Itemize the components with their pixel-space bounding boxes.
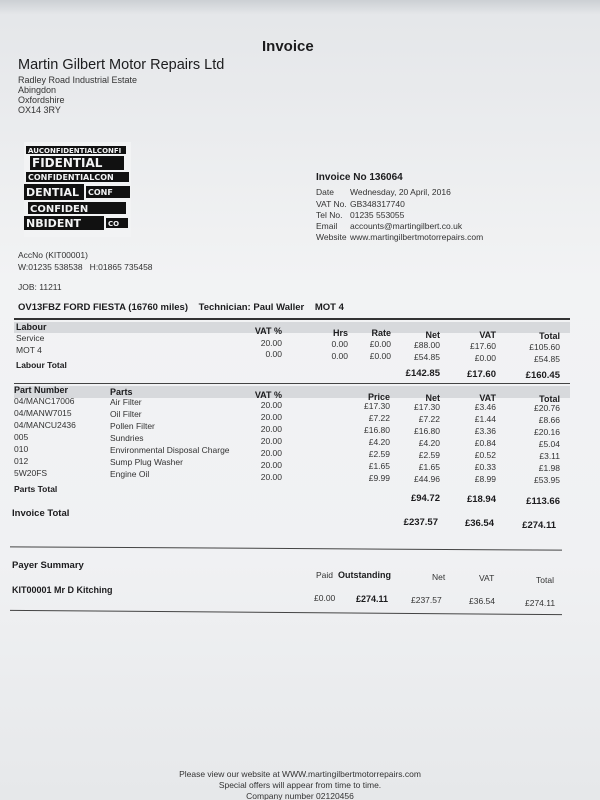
company-address-line: Oxfordshire [18,95,65,105]
company-address-line: OX14 3RY [18,105,61,115]
parts-col-price: Price [367,392,390,402]
meta-value: accounts@martingilbert.co.uk [350,221,463,231]
part-price: £7.22 [368,413,390,423]
part-vat-amt: £3.46 [474,402,496,412]
part-number: 04/MANCU2436 [14,420,76,430]
svg-text:CO: CO [108,220,120,228]
part-net: £7.22 [418,414,440,424]
part-vat-amt: £8.99 [474,474,496,484]
labour-total-total: £160.45 [525,370,560,381]
parts-col-net: Net [425,393,440,403]
technician-label: Technician: [198,302,251,313]
vehicle-description: OV13FBZ FORD FIESTA (16760 miles) [18,302,188,313]
invoice-date [316,187,451,197]
parts-col-parts: Parts [110,387,133,397]
part-vat: 20.00 [260,460,282,470]
payer-name: KIT00001 Mr D Kitching [12,585,113,595]
page-title: Invoice [262,38,314,55]
part-total: £8.66 [538,415,560,425]
part-vat: 20.00 [260,448,282,458]
invoice-total-total: £274.11 [522,520,556,531]
part-total: £53.95 [534,475,560,485]
parts-col-vat: VAT % [254,390,282,400]
part-vat-amt: £3.36 [474,426,496,436]
part-number: 04/MANW7015 [14,408,72,418]
parts-total-label: Parts Total [14,484,58,494]
svg-text:FIDENTIAL: FIDENTIAL [32,156,103,170]
part-vat-amt: £1.44 [474,414,496,424]
payer-col-net: Net [432,572,446,582]
part-net: £16.80 [414,426,440,436]
part-desc: Engine Oil [110,469,150,479]
invoice-email [316,221,462,231]
company-address-line: Radley Road Industrial Estate [18,75,138,85]
part-total: £20.16 [534,427,560,437]
part-price: £9.99 [368,473,390,483]
payer-paid: £0.00 [314,593,336,603]
labour-col-vat: VAT % [254,326,282,336]
labour-net: £88.00 [414,340,440,350]
labour-vat-amt: £0.00 [474,353,496,363]
invoice-total-vat: £36.54 [464,518,494,529]
labour-desc: Service [16,333,45,343]
footer-line: Special offers will appear from time to time. [218,780,382,790]
part-total: £3.11 [539,451,560,461]
divider [10,546,562,550]
mot-label: MOT 4 [314,302,344,313]
labour-rate: £0.00 [369,351,391,361]
footer-line: Please view our website at WWW.martingilbertmotorrepairs.com [179,769,421,779]
invoice-website [316,232,483,242]
invoice-total-net: £237.57 [403,517,438,528]
part-net: £2.59 [418,450,440,460]
part-desc: Sundries [110,433,144,443]
invoice-vat-no [316,199,405,209]
confidential-stamp-image [24,142,131,237]
invoice-tel [316,210,404,220]
meta-value: GB348317740 [350,199,405,209]
svg-text:NBIDENT: NBIDENT [26,217,82,230]
meta-value: www.martingilbertmotorrepairs.com [350,232,484,242]
labour-total-vat: £17.60 [466,369,496,380]
meta-value: Wednesday, 20 April, 2016 [350,187,451,197]
payer-col-total: Total [536,575,554,585]
account-number: AccNo (KIT00001) [18,250,88,260]
part-desc: Environmental Disposal Charge [110,445,230,455]
labour-col-total: Total [539,331,560,341]
payer-total: £274.11 [525,598,556,608]
part-price: £17.30 [364,401,390,411]
paper-edge [0,0,600,14]
labour-vat: 20.00 [260,338,282,348]
part-desc: Air Filter [110,397,142,407]
svg-text:DENTIAL: DENTIAL [26,186,79,199]
part-net: £17.30 [414,402,440,412]
job-number: JOB: 11211 [18,282,62,292]
part-price: £2.59 [368,449,390,459]
labour-header: Labour [16,322,47,332]
payer-col-outstanding: Outstanding [338,570,391,580]
part-net: £44.96 [414,474,440,484]
part-desc: Oil Filter [110,409,142,419]
svg-text:CONFIDEN: CONFIDEN [30,204,89,215]
svg-text:AUCONFIDENTIALCONFI: AUCONFIDENTIALCONFI [28,147,122,155]
part-total: £20.76 [534,403,560,413]
part-vat: 20.00 [260,436,282,446]
labour-total: £54.85 [534,354,560,364]
account-phones: W:01235 538538 H:01865 735458 [18,262,153,272]
labour-col-vat-amt: VAT [479,330,496,340]
labour-total-net: £142.85 [405,368,440,379]
payer-col-paid: Paid [316,570,334,580]
part-vat: 20.00 [260,400,282,410]
part-desc: Pollen Filter [110,421,155,431]
part-number: 005 [14,432,29,442]
labour-desc: MOT 4 [16,345,42,355]
vehicle-line [18,302,344,313]
part-vat: 20.00 [260,412,282,422]
labour-hrs: 0.00 [331,351,348,361]
meta-label: Date [316,187,334,197]
labour-net: £54.85 [414,352,440,362]
technician-name: Paul Waller [253,302,305,313]
part-price: £4.20 [368,437,390,447]
company-name: Martin Gilbert Motor Repairs Ltd [18,57,225,73]
labour-vat: 0.00 [265,349,282,359]
meta-label: Email [316,221,338,231]
part-vat-amt: £0.33 [474,462,496,472]
part-total: £1.98 [538,463,560,473]
invoice-total-label: Invoice Total [12,508,70,519]
part-vat: 20.00 [260,424,282,434]
parts-total-total: £113.66 [526,496,560,507]
part-number: 5W20FS [14,468,48,478]
part-desc: Sump Plug Washer [110,457,183,467]
part-total: £5.04 [538,439,560,449]
meta-label: Tel No. [316,210,343,220]
part-price: £1.65 [368,461,390,471]
labour-total-label: Labour Total [16,360,67,370]
parts-col-total: Total [539,394,560,404]
divider [14,318,570,320]
part-number: 04/MANC17006 [14,396,75,406]
parts-col-number: Part Number [14,385,69,395]
parts-total-vat: £18.94 [466,494,496,505]
svg-text:CONF: CONF [88,188,113,197]
divider [14,383,570,384]
labour-rate: £0.00 [369,339,391,349]
part-net: £4.20 [418,438,440,448]
meta-value: 01235 553055 [350,210,405,220]
footer-line: Company number 02120456 [246,791,354,800]
svg-text:CONFIDENTIALCON: CONFIDENTIALCON [28,173,114,182]
payer-col-vat: VAT [479,573,495,583]
labour-col-net: Net [425,330,440,340]
meta-label: VAT No. [316,199,347,209]
parts-total-net: £94.72 [410,493,440,504]
payer-net: £237.57 [411,595,442,605]
part-price: £16.80 [364,425,390,435]
divider [10,610,562,615]
payer-summary-title: Payer Summary [12,560,84,571]
payer-vat: £36.54 [469,596,495,606]
labour-vat-amt: £17.60 [470,341,496,351]
payer-outstanding: £274.11 [356,594,389,604]
part-vat-amt: £0.84 [474,438,496,448]
part-net: £1.65 [418,462,440,472]
labour-col-hrs: Hrs [332,328,348,338]
labour-hrs: 0.00 [331,339,348,349]
labour-total: £105.60 [529,342,560,352]
part-number: 012 [14,456,29,466]
invoice-number: Invoice No 136064 [316,172,403,183]
labour-col-rate: Rate [371,328,391,338]
part-vat: 20.00 [260,472,282,482]
company-address-line: Abingdon [18,85,57,95]
meta-label: Website [316,232,347,242]
parts-col-vat-amt: VAT [479,393,496,403]
part-number: 010 [14,444,29,454]
part-vat-amt: £0.52 [474,450,496,460]
